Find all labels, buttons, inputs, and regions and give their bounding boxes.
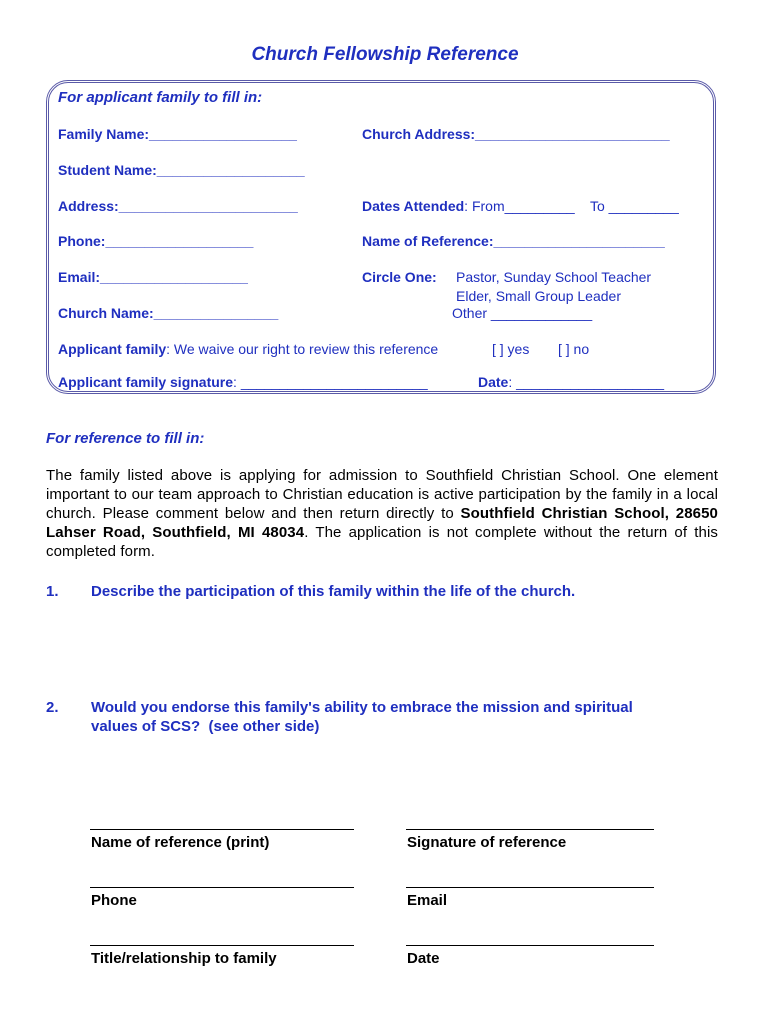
applicant-signature-line: : ________________________ (233, 374, 428, 390)
circle-one-label: Circle One: (362, 269, 437, 285)
circle-one-option-other[interactable]: Other _____________ (452, 305, 593, 321)
name-of-reference-field[interactable]: Name of Reference:______________________ (362, 233, 665, 249)
applicant-section-heading: For applicant family to fill in: (58, 89, 263, 106)
phone-line[interactable] (90, 887, 354, 888)
dates-attended-label: Dates Attended (362, 198, 465, 214)
waive-statement (58, 341, 438, 357)
waive-no-checkbox[interactable]: [ ] no (558, 341, 590, 357)
title-relationship-label: Title/relationship to family (91, 950, 277, 967)
question-2-number: 2. (46, 699, 59, 716)
question-2-line1: Would you endorse this family's ability to embrace the mission and spiritual (91, 699, 633, 716)
date-line[interactable] (406, 945, 654, 946)
applicant-date-line: : ___________________ (508, 374, 665, 390)
reference-section-heading: For reference to fill in: (46, 430, 205, 447)
family-name-field[interactable]: Family Name:___________________ (58, 126, 297, 142)
email-label: Email (407, 892, 448, 909)
date-label: Date (407, 950, 440, 967)
church-address-field[interactable]: Church Address:_________________________ (362, 126, 670, 142)
instructions-part1: The family listed above is applying for admission to Southfield Christian School. One element important to our team approach to Christian education is active participation by the family in a local church. Please comment below and then return directly to (46, 467, 718, 522)
signature-line[interactable] (406, 829, 654, 830)
email-field[interactable]: Email:___________________ (58, 269, 248, 285)
question-2-line2: values of SCS? (see other side) (91, 718, 320, 735)
page-title: Church Fellowship Reference (251, 44, 519, 65)
waive-text: : We waive our right to review this reference (166, 341, 439, 357)
email-line[interactable] (406, 887, 654, 888)
waive-yes-checkbox[interactable]: [ ] yes (492, 341, 530, 357)
phone-label: Phone (91, 892, 137, 909)
address-field[interactable]: Address:_______________________ (58, 198, 298, 214)
circle-one-option-elder[interactable]: Elder, Small Group Leader (456, 288, 621, 304)
applicant-date-label: Date (478, 374, 509, 390)
church-name-field[interactable]: Church Name:________________ (58, 305, 279, 321)
dates-attended-field[interactable] (362, 198, 679, 214)
applicant-signature-field[interactable] (58, 374, 428, 390)
question-1-number: 1. (46, 583, 59, 600)
school-address: Southfield Christian School, 28650 Lahser Road, Southfield, MI 48034 (46, 505, 718, 541)
question-1-text: Describe the participation of this family within the life of the church. (91, 583, 576, 600)
signature-label: Signature of reference (407, 834, 567, 851)
phone-field[interactable]: Phone:___________________ (58, 233, 254, 249)
instructions-paragraph (46, 466, 718, 561)
applicant-signature-label: Applicant family signature (58, 374, 234, 390)
dates-attended-blanks: : From_________ To _________ (464, 198, 679, 214)
title-relationship-line[interactable] (90, 945, 354, 946)
name-print-label: Name of reference (print) (91, 834, 270, 851)
student-name-field[interactable]: Student Name:___________________ (58, 162, 305, 178)
waive-label: Applicant family (58, 341, 167, 357)
applicant-date-field[interactable] (478, 374, 664, 390)
name-print-line[interactable] (90, 829, 354, 830)
circle-one-option-pastor[interactable]: Pastor, Sunday School Teacher (456, 269, 652, 285)
instructions-part2: . The application is not complete without the return of this completed form. (46, 524, 718, 560)
